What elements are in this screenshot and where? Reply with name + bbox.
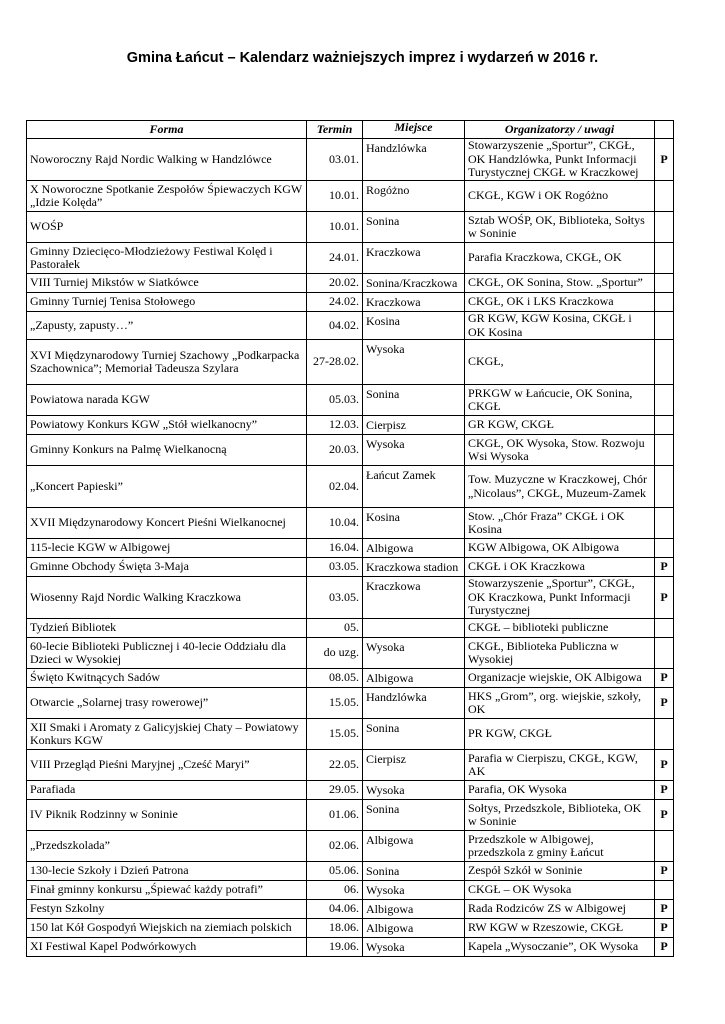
header-termin: Termin <box>307 121 363 139</box>
event-place: Rogóżno <box>363 181 465 212</box>
event-flag: P <box>655 688 674 719</box>
table-row <box>27 938 674 957</box>
event-flag <box>655 831 674 862</box>
event-name: 130-lecie Szkoły i Dzień Patrona <box>27 862 307 881</box>
event-name: XII Smaki i Aromaty z Galicyjskiej Chaty – Powiatowy Konkurs KGW <box>27 719 307 750</box>
table-row <box>27 781 674 800</box>
event-organizers: KGW Albigowa, OK Albigowa <box>465 539 655 558</box>
table-row <box>27 340 674 385</box>
table-row <box>27 558 674 577</box>
page-title: Gmina Łańcut – Kalendarz ważniejszych imprez i wydarzeń w 2016 r. <box>126 50 599 66</box>
event-date: 03.05. <box>307 558 363 577</box>
event-name: VIII Turniej Mikstów w Siatkówce <box>27 274 307 293</box>
event-date: 06. <box>307 881 363 900</box>
event-name: XI Festiwal Kapel Podwórkowych <box>27 938 307 957</box>
event-date: 15.05. <box>307 688 363 719</box>
table-row <box>27 862 674 881</box>
event-organizers: PR KGW, CKGŁ <box>465 719 655 750</box>
event-place: Kraczkowa stadion <box>363 558 465 577</box>
event-name: XVI Międzynarodowy Turniej Szachowy „Podkarpacka Szachownica”; Memoriał Tadeusza Szylara <box>27 340 307 385</box>
table-row <box>27 881 674 900</box>
event-place: Albigowa <box>363 831 465 862</box>
event-name: 150 lat Kół Gospodyń Wiejskich na ziemiach polskich <box>27 919 307 938</box>
event-flag: P <box>655 139 674 181</box>
table-row <box>27 293 674 312</box>
event-date: 01.06. <box>307 800 363 831</box>
table-row <box>27 900 674 919</box>
event-date: 22.05. <box>307 750 363 781</box>
event-place: Wysoka <box>363 340 465 385</box>
event-name: 60-lecie Biblioteki Publicznej i 40-lecie Oddziału dla Dzieci w Wysokiej <box>27 638 307 669</box>
event-flag: P <box>655 558 674 577</box>
event-organizers: CKGŁ – OK Wysoka <box>465 881 655 900</box>
event-name: 115-lecie KGW w Albigowej <box>27 539 307 558</box>
event-flag <box>655 539 674 558</box>
event-date: 27-28.02. <box>307 340 363 385</box>
event-organizers: Zespół Szkół w Soninie <box>465 862 655 881</box>
event-place: Sonina <box>363 862 465 881</box>
event-place: Kosina <box>363 508 465 539</box>
event-place: Cierpisz <box>363 416 465 435</box>
event-name: X Noworoczne Spotkanie Zespołów Śpiewaczych KGW „Idzie Kolęda” <box>27 181 307 212</box>
event-name: Święto Kwitnących Sadów <box>27 669 307 688</box>
event-flag <box>655 274 674 293</box>
event-organizers: CKGŁ i OK Kraczkowa <box>465 558 655 577</box>
event-flag: P <box>655 669 674 688</box>
event-organizers: CKGŁ, <box>465 340 655 385</box>
event-place: Wysoka <box>363 781 465 800</box>
event-date: 10.04. <box>307 508 363 539</box>
event-name: „Przedszkolada” <box>27 831 307 862</box>
event-flag <box>655 466 674 508</box>
header-flag <box>655 121 674 139</box>
event-name: Gminny Konkurs na Palmę Wielkanocną <box>27 435 307 466</box>
event-organizers: Stow. „Chór Fraza” CKGŁ i OK Kosina <box>465 508 655 539</box>
event-date: 20.03. <box>307 435 363 466</box>
table-row <box>27 508 674 539</box>
event-flag <box>655 312 674 340</box>
event-place: Albigowa <box>363 669 465 688</box>
event-date: 24.01. <box>307 243 363 274</box>
table-row <box>27 719 674 750</box>
event-place: Wysoka <box>363 881 465 900</box>
event-name: VIII Przegląd Pieśni Maryjnej „Cześć Maryi” <box>27 750 307 781</box>
event-date: 10.01. <box>307 212 363 243</box>
event-name: Finał gminny konkursu „Śpiewać każdy potrafi” <box>27 881 307 900</box>
event-flag: P <box>655 781 674 800</box>
event-flag: P <box>655 577 674 619</box>
event-date: 05.06. <box>307 862 363 881</box>
event-date: 16.04. <box>307 539 363 558</box>
table-row <box>27 800 674 831</box>
event-name: Powiatowa narada KGW <box>27 385 307 416</box>
header-miejsce: Miejsce <box>363 121 465 139</box>
event-flag <box>655 340 674 385</box>
event-place: Wysoka <box>363 435 465 466</box>
event-date: 15.05. <box>307 719 363 750</box>
event-organizers: CKGŁ, OK Sonina, Stow. „Sportur” <box>465 274 655 293</box>
event-flag: P <box>655 919 674 938</box>
event-name: Otwarcie „Solarnej trasy rowerowej” <box>27 688 307 719</box>
table-row <box>27 243 674 274</box>
event-organizers: GR KGW, KGW Kosina, CKGŁ i OK Kosina <box>465 312 655 340</box>
event-date: 04.06. <box>307 900 363 919</box>
header-organizatorzy: Organizatorzy / uwagi <box>465 121 655 139</box>
event-name: Gminny Dziecięco-Młodzieżowy Festiwal Kolęd i Pastorałek <box>27 243 307 274</box>
event-place: Handzlówka <box>363 688 465 719</box>
event-date: 19.06. <box>307 938 363 957</box>
event-place: Sonina <box>363 385 465 416</box>
event-flag <box>655 508 674 539</box>
event-flag <box>655 293 674 312</box>
event-date: do uzg. <box>307 638 363 669</box>
table-row <box>27 274 674 293</box>
event-name: Tydzień Bibliotek <box>27 619 307 638</box>
table-row <box>27 212 674 243</box>
event-name: IV Piknik Rodzinny w Soninie <box>27 800 307 831</box>
table-row <box>27 919 674 938</box>
table-row <box>27 312 674 340</box>
event-name: Parafiada <box>27 781 307 800</box>
event-place: Wysoka <box>363 638 465 669</box>
event-organizers: CKGŁ, KGW i OK Rogóżno <box>465 181 655 212</box>
event-organizers: CKGŁ – biblioteki publiczne <box>465 619 655 638</box>
event-organizers: Organizacje wiejskie, OK Albigowa <box>465 669 655 688</box>
event-organizers: CKGŁ, Biblioteka Publiczna w Wysokiej <box>465 638 655 669</box>
event-flag <box>655 385 674 416</box>
event-organizers: Stowarzyszenie „Sportur”, CKGŁ, OK Kraczkowa, Punkt Informacji Turystycznej <box>465 577 655 619</box>
event-name: Wiosenny Rajd Nordic Walking Kraczkowa <box>27 577 307 619</box>
event-place: Kraczkowa <box>363 577 465 619</box>
event-place: Albigowa <box>363 539 465 558</box>
event-place: Cierpisz <box>363 750 465 781</box>
table-row <box>27 619 674 638</box>
event-organizers: Rada Rodziców ZS w Albigowej <box>465 900 655 919</box>
event-place: Wysoka <box>363 938 465 957</box>
table-row <box>27 139 674 181</box>
table-row <box>27 539 674 558</box>
event-date: 20.02. <box>307 274 363 293</box>
event-date: 08.05. <box>307 669 363 688</box>
table-row <box>27 435 674 466</box>
event-flag <box>655 435 674 466</box>
event-flag <box>655 638 674 669</box>
event-organizers: CKGŁ, OK i LKS Kraczkowa <box>465 293 655 312</box>
event-organizers: Sztab WOŚP, OK, Biblioteka, Sołtys w Soninie <box>465 212 655 243</box>
event-name: Noworoczny Rajd Nordic Walking w Handzlówce <box>27 139 307 181</box>
event-organizers: Parafia w Cierpiszu, CKGŁ, KGW, AK <box>465 750 655 781</box>
event-name: „Zapusty, zapusty…” <box>27 312 307 340</box>
event-date: 24.02. <box>307 293 363 312</box>
event-place: Kosina <box>363 312 465 340</box>
event-flag: P <box>655 938 674 957</box>
event-name: Powiatowy Konkurs KGW „Stół wielkanocny” <box>27 416 307 435</box>
table-row <box>27 831 674 862</box>
table-row <box>27 577 674 619</box>
event-date: 10.01. <box>307 181 363 212</box>
event-date: 03.05. <box>307 577 363 619</box>
event-flag <box>655 416 674 435</box>
event-organizers: RW KGW w Rzeszowie, CKGŁ <box>465 919 655 938</box>
event-date: 12.03. <box>307 416 363 435</box>
events-table <box>26 120 674 957</box>
event-place: Sonina/Kraczkowa <box>363 274 465 293</box>
event-organizers: PRKGW w Łańcucie, OK Sonina, CKGŁ <box>465 385 655 416</box>
event-flag: P <box>655 862 674 881</box>
event-flag <box>655 619 674 638</box>
event-flag <box>655 181 674 212</box>
event-place: Handzlówka <box>363 139 465 181</box>
event-date: 05. <box>307 619 363 638</box>
event-name: Gminny Turniej Tenisa Stołowego <box>27 293 307 312</box>
event-name: Gminne Obchody Święta 3-Maja <box>27 558 307 577</box>
event-organizers: Stowarzyszenie „Sportur”, CKGŁ, OK Handzlówka, Punkt Informacji Turystycznej CKGŁ w Kraczkowej <box>465 139 655 181</box>
event-date: 02.06. <box>307 831 363 862</box>
event-place: Sonina <box>363 212 465 243</box>
event-place: Kraczkowa <box>363 293 465 312</box>
event-organizers: GR KGW, CKGŁ <box>465 416 655 435</box>
table-row <box>27 750 674 781</box>
event-organizers: Sołtys, Przedszkole, Biblioteka, OK w Soninie <box>465 800 655 831</box>
table-header-row <box>27 121 674 139</box>
event-name: „Koncert Papieski” <box>27 466 307 508</box>
table-row <box>27 385 674 416</box>
event-flag <box>655 212 674 243</box>
event-name: XVII Międzynarodowy Koncert Pieśni Wielkanocnej <box>27 508 307 539</box>
event-place <box>363 619 465 638</box>
event-date: 02.04. <box>307 466 363 508</box>
table-row <box>27 638 674 669</box>
event-organizers: Kapela „Wysoczanie”, OK Wysoka <box>465 938 655 957</box>
event-flag <box>655 243 674 274</box>
event-organizers: Przedszkole w Albigowej, przedszkola z gminy Łańcut <box>465 831 655 862</box>
event-date: 04.02. <box>307 312 363 340</box>
event-organizers: Parafia Kraczkowa, CKGŁ, OK <box>465 243 655 274</box>
event-place: Sonina <box>363 719 465 750</box>
event-date: 29.05. <box>307 781 363 800</box>
event-place: Kraczkowa <box>363 243 465 274</box>
event-flag <box>655 719 674 750</box>
event-place: Albigowa <box>363 900 465 919</box>
table-row <box>27 669 674 688</box>
event-name: WOŚP <box>27 212 307 243</box>
table-row <box>27 688 674 719</box>
event-date: 18.06. <box>307 919 363 938</box>
event-organizers: Tow. Muzyczne w Kraczkowej, Chór „Nicolaus”, CKGŁ, Muzeum-Zamek <box>465 466 655 508</box>
event-place: Albigowa <box>363 919 465 938</box>
event-flag: P <box>655 800 674 831</box>
event-organizers: CKGŁ, OK Wysoka, Stow. Rozwoju Wsi Wysoka <box>465 435 655 466</box>
event-organizers: HKS „Grom”, org. wiejskie, szkoły, OK <box>465 688 655 719</box>
event-name: Festyn Szkolny <box>27 900 307 919</box>
table-row <box>27 466 674 508</box>
event-flag <box>655 881 674 900</box>
header-forma: Forma <box>27 121 307 139</box>
table-row <box>27 416 674 435</box>
event-place: Sonina <box>363 800 465 831</box>
event-flag: P <box>655 750 674 781</box>
event-date: 03.01. <box>307 139 363 181</box>
event-date: 05.03. <box>307 385 363 416</box>
event-place: Łańcut Zamek <box>363 466 465 508</box>
table-row <box>27 181 674 212</box>
event-organizers: Parafia, OK Wysoka <box>465 781 655 800</box>
event-flag: P <box>655 900 674 919</box>
